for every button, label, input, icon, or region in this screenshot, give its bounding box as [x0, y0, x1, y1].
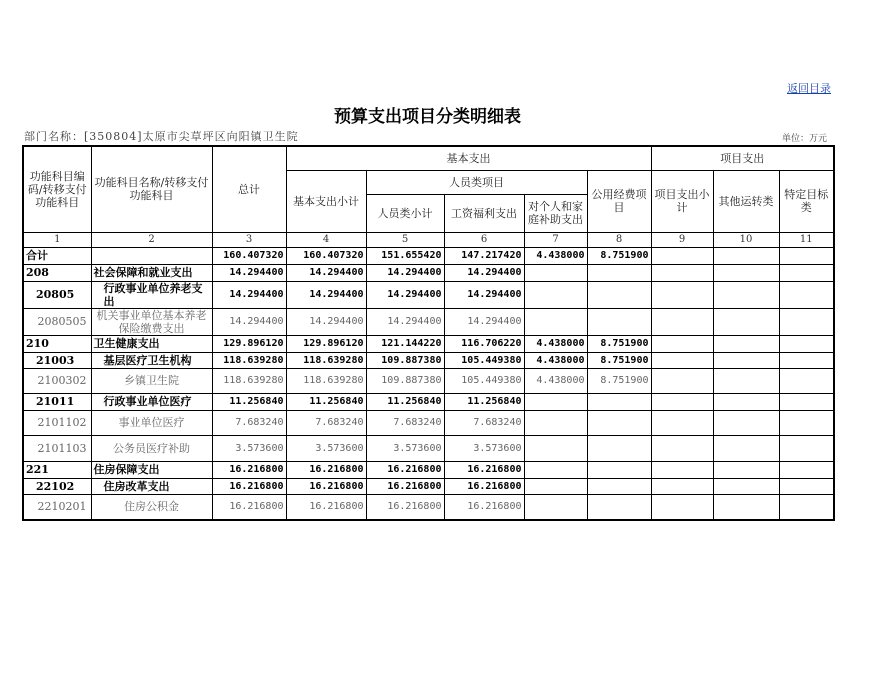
- column-number: 1: [23, 232, 91, 247]
- row-value: [651, 461, 713, 478]
- row-value: 14.294400: [286, 308, 366, 335]
- header-public: 公用经费项目: [587, 170, 651, 232]
- header-other: 其他运转类: [713, 170, 779, 232]
- row-value: 7.683240: [212, 410, 286, 435]
- row-value: 14.294400: [366, 308, 444, 335]
- row-value: [651, 478, 713, 494]
- row-value: 109.887380: [366, 368, 444, 393]
- row-value: 3.573600: [286, 435, 366, 461]
- header-project: 项目支出: [651, 146, 834, 170]
- row-value: 16.216800: [286, 461, 366, 478]
- row-value: 160.407320: [212, 247, 286, 264]
- row-value: 16.216800: [366, 478, 444, 494]
- row-value: 105.449380: [444, 368, 524, 393]
- row-value: [779, 478, 834, 494]
- header-total: 总计: [212, 146, 286, 232]
- row-value: 7.683240: [286, 410, 366, 435]
- row-value: [779, 264, 834, 281]
- row-value: 14.294400: [444, 264, 524, 281]
- row-value: [713, 410, 779, 435]
- row-value: 118.639280: [212, 352, 286, 368]
- row-value: 11.256840: [212, 393, 286, 410]
- row-value: [651, 335, 713, 352]
- row-name: [91, 247, 212, 264]
- row-value: [524, 461, 587, 478]
- page-title: 预算支出项目分类明细表: [334, 107, 521, 127]
- row-value: [779, 352, 834, 368]
- back-to-contents-link[interactable]: 返回目录: [787, 82, 831, 95]
- row-name: 社会保障和就业支出: [91, 264, 212, 281]
- header-personnel-items: 人员类项目: [366, 170, 587, 194]
- row-value: 16.216800: [212, 478, 286, 494]
- row-value: 129.896120: [286, 335, 366, 352]
- table-row: [23, 435, 834, 461]
- unit-label: 单位：万元: [782, 134, 828, 144]
- row-value: 7.683240: [444, 410, 524, 435]
- table-row: [23, 393, 834, 410]
- row-value: [779, 308, 834, 335]
- row-value: [524, 435, 587, 461]
- table-row: [23, 352, 834, 368]
- row-code: 210: [23, 335, 91, 352]
- row-name: 住房改革支出: [91, 478, 212, 494]
- row-name: 住房公积金: [91, 494, 212, 520]
- row-value: 14.294400: [212, 281, 286, 308]
- column-number: 5: [366, 232, 444, 247]
- row-value: [651, 393, 713, 410]
- row-value: [587, 494, 651, 520]
- row-value: [587, 461, 651, 478]
- row-value: 16.216800: [444, 478, 524, 494]
- row-value: [524, 281, 587, 308]
- column-number: 6: [444, 232, 524, 247]
- column-number: 8: [587, 232, 651, 247]
- row-value: 16.216800: [212, 461, 286, 478]
- row-value: 118.639280: [286, 368, 366, 393]
- row-code: 2101102: [23, 410, 91, 435]
- header-code: 功能科目编码/转移支付功能科目: [23, 146, 91, 232]
- row-name: 乡镇卫生院: [91, 368, 212, 393]
- row-code: 2100302: [23, 368, 91, 393]
- row-value: 8.751900: [587, 352, 651, 368]
- row-value: [779, 247, 834, 264]
- row-value: 16.216800: [286, 478, 366, 494]
- column-number: 4: [286, 232, 366, 247]
- row-value: [651, 494, 713, 520]
- budget-table: [22, 145, 835, 521]
- row-name: 事业单位医疗: [91, 410, 212, 435]
- row-value: [713, 478, 779, 494]
- column-number: 10: [713, 232, 779, 247]
- header-project-subtotal: 项目支出小计: [651, 170, 713, 232]
- row-value: [587, 410, 651, 435]
- row-value: [713, 461, 779, 478]
- row-value: 118.639280: [212, 368, 286, 393]
- row-value: [713, 435, 779, 461]
- header-name: 功能科目名称/转移支付功能科目: [91, 146, 212, 232]
- row-value: 11.256840: [444, 393, 524, 410]
- row-value: 129.896120: [212, 335, 286, 352]
- row-value: 11.256840: [366, 393, 444, 410]
- row-value: [779, 281, 834, 308]
- row-value: [651, 264, 713, 281]
- row-value: [713, 494, 779, 520]
- row-name: 基层医疗卫生机构: [91, 352, 212, 368]
- row-value: 121.144220: [366, 335, 444, 352]
- row-value: [651, 410, 713, 435]
- table-row: [23, 308, 834, 335]
- row-value: [524, 478, 587, 494]
- row-value: 4.438000: [524, 352, 587, 368]
- row-value: 4.438000: [524, 247, 587, 264]
- row-value: 4.438000: [524, 368, 587, 393]
- row-value: 118.639280: [286, 352, 366, 368]
- table-row: [23, 494, 834, 520]
- row-value: 116.706220: [444, 335, 524, 352]
- table-row: [23, 368, 834, 393]
- row-code: 221: [23, 461, 91, 478]
- row-value: [779, 368, 834, 393]
- row-value: 14.294400: [366, 264, 444, 281]
- row-value: [651, 352, 713, 368]
- row-value: [651, 435, 713, 461]
- header-specific: 特定目标类: [779, 170, 834, 232]
- row-value: 14.294400: [444, 308, 524, 335]
- row-value: [779, 461, 834, 478]
- row-value: [779, 335, 834, 352]
- column-number: 11: [779, 232, 834, 247]
- row-value: [779, 410, 834, 435]
- row-value: 14.294400: [286, 264, 366, 281]
- row-code: 21011: [23, 393, 91, 410]
- row-value: [587, 435, 651, 461]
- row-value: 16.216800: [212, 494, 286, 520]
- row-value: 16.216800: [366, 494, 444, 520]
- row-value: [713, 281, 779, 308]
- header-basic-subtotal: 基本支出小计: [286, 170, 366, 232]
- table-row: [23, 247, 834, 264]
- header-personnel-subtotal: 人员类小计: [366, 194, 444, 232]
- row-value: 109.887380: [366, 352, 444, 368]
- table-row: [23, 478, 834, 494]
- row-value: 3.573600: [444, 435, 524, 461]
- row-value: [713, 368, 779, 393]
- row-value: [651, 368, 713, 393]
- column-number: 3: [212, 232, 286, 247]
- row-value: [524, 410, 587, 435]
- row-value: [524, 308, 587, 335]
- row-value: 3.573600: [212, 435, 286, 461]
- row-value: [713, 264, 779, 281]
- row-value: [779, 393, 834, 410]
- row-value: 14.294400: [286, 281, 366, 308]
- row-value: 105.449380: [444, 352, 524, 368]
- row-name: 行政事业单位医疗: [91, 393, 212, 410]
- row-value: 14.294400: [212, 308, 286, 335]
- row-code: 20805: [23, 281, 91, 308]
- row-value: [524, 393, 587, 410]
- row-value: 147.217420: [444, 247, 524, 264]
- header-basic: 基本支出: [286, 146, 651, 170]
- table-row: [23, 281, 834, 308]
- row-value: [587, 478, 651, 494]
- row-value: 16.216800: [286, 494, 366, 520]
- row-code: 21003: [23, 352, 91, 368]
- row-value: [587, 393, 651, 410]
- row-value: 4.438000: [524, 335, 587, 352]
- row-value: [713, 308, 779, 335]
- row-value: 160.407320: [286, 247, 366, 264]
- row-name: 住房保障支出: [91, 461, 212, 478]
- row-value: [779, 435, 834, 461]
- row-value: 8.751900: [587, 247, 651, 264]
- row-value: [651, 247, 713, 264]
- row-value: [524, 494, 587, 520]
- row-code: 2080505: [23, 308, 91, 335]
- row-value: [779, 494, 834, 520]
- header-salary: 工资福利支出: [444, 194, 524, 232]
- department-label: 部门名称：[350804]太原市尖草坪区向阳镇卫生院: [24, 130, 299, 143]
- row-name: 行政事业单位养老支出: [91, 281, 212, 308]
- column-number: 2: [91, 232, 212, 247]
- row-value: 14.294400: [212, 264, 286, 281]
- row-value: 14.294400: [444, 281, 524, 308]
- row-value: 16.216800: [366, 461, 444, 478]
- row-value: [587, 281, 651, 308]
- row-value: 16.216800: [444, 494, 524, 520]
- row-value: [587, 264, 651, 281]
- row-value: 8.751900: [587, 368, 651, 393]
- row-name: 机关事业单位基本养老保险缴费支出: [91, 308, 212, 335]
- row-value: 8.751900: [587, 335, 651, 352]
- row-code: 208: [23, 264, 91, 281]
- row-value: [651, 281, 713, 308]
- row-code: 2101103: [23, 435, 91, 461]
- row-value: [713, 393, 779, 410]
- table-row: [23, 461, 834, 478]
- row-value: [713, 335, 779, 352]
- row-value: [651, 308, 713, 335]
- table-row: [23, 410, 834, 435]
- row-code: 2210201: [23, 494, 91, 520]
- table-row: [23, 335, 834, 352]
- row-code: 22102: [23, 478, 91, 494]
- row-value: 7.683240: [366, 410, 444, 435]
- row-value: 14.294400: [366, 281, 444, 308]
- row-value: [587, 308, 651, 335]
- row-code: 合计: [23, 247, 91, 264]
- row-name: 公务员医疗补助: [91, 435, 212, 461]
- row-value: 3.573600: [366, 435, 444, 461]
- row-value: 151.655420: [366, 247, 444, 264]
- row-value: 11.256840: [286, 393, 366, 410]
- row-value: 16.216800: [444, 461, 524, 478]
- column-number: 9: [651, 232, 713, 247]
- column-number: 7: [524, 232, 587, 247]
- row-name: 卫生健康支出: [91, 335, 212, 352]
- row-value: [713, 352, 779, 368]
- header-family: 对个人和家庭补助支出: [524, 194, 587, 232]
- table-row: [23, 264, 834, 281]
- row-value: [524, 264, 587, 281]
- row-value: [713, 247, 779, 264]
